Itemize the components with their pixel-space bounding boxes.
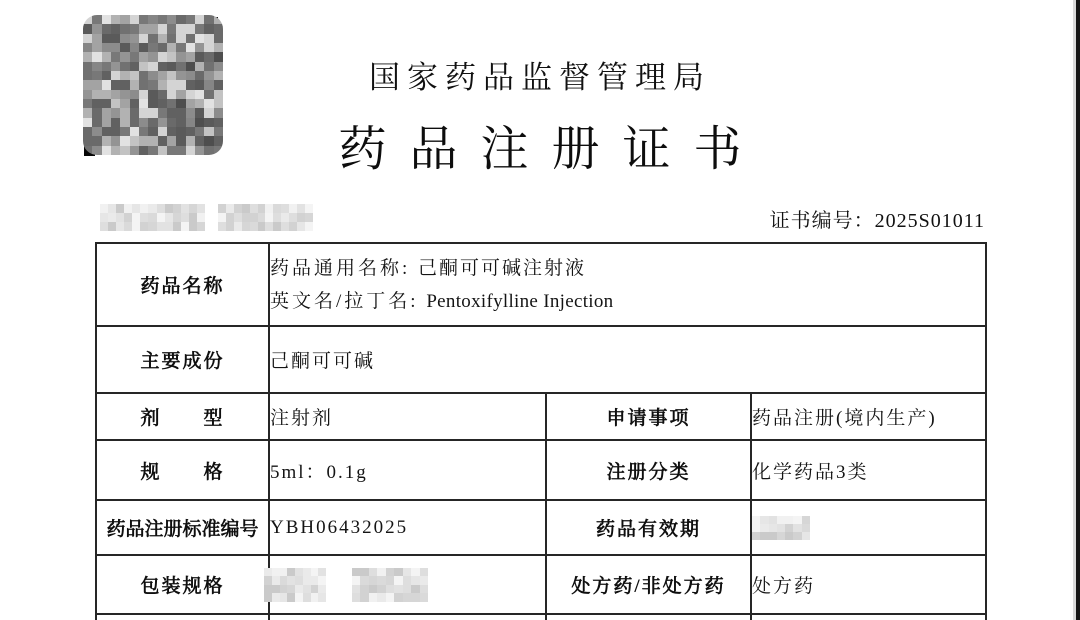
application-item-label: 申请事项 <box>546 393 751 440</box>
specification-label: 规 格 <box>96 440 269 500</box>
package-spec-value-cell <box>269 555 546 614</box>
registration-class-label: 注册分类 <box>546 440 751 500</box>
redacted-text-block <box>218 204 313 231</box>
english-name-label: 英文名/拉丁名: <box>270 290 427 312</box>
table-row-cut-off <box>96 614 986 620</box>
table-row-package-spec <box>96 555 986 614</box>
certificate-title: 药品注册证书 <box>338 123 765 176</box>
specification-value: 5ml：0.1g <box>269 440 546 500</box>
table-row-main-ingredient <box>96 326 986 393</box>
generic-name-line <box>270 252 985 285</box>
english-name-line <box>270 285 985 318</box>
redacted-package-spec <box>352 568 428 602</box>
main-ingredient-value: 己酮可可碱 <box>269 326 986 393</box>
standard-no-value: YBH06432025 <box>269 500 546 555</box>
cut-off-cell <box>269 614 546 620</box>
certificate-number-value: 2025S01011 <box>874 210 985 232</box>
dosage-form-value: 注射剂 <box>269 393 546 440</box>
page-right-edge <box>1076 0 1080 620</box>
agency-name: 国家药品监督管理局 <box>369 60 711 95</box>
certificate-number-label: 证书编号： <box>769 210 875 232</box>
table-row-drug-name <box>96 243 986 326</box>
table-row-specification <box>96 440 986 500</box>
drug-name-value-cell <box>269 243 986 326</box>
redacted-text-block <box>100 204 205 231</box>
english-name-value: Pentoxifylline Injection <box>426 290 614 312</box>
generic-name-label: 药品通用名称: <box>270 257 419 279</box>
drug-name-label: 药品名称 <box>96 243 269 326</box>
application-item-value: 药品注册(境内生产) <box>751 393 986 440</box>
generic-name-value: 己酮可可碱注射液 <box>418 257 587 279</box>
validity-value-cell <box>751 500 986 555</box>
cut-off-cell <box>751 614 986 620</box>
dosage-form-label: 剂 型 <box>96 393 269 440</box>
table-row-standard-no <box>96 500 986 555</box>
redacted-package-spec <box>264 568 326 602</box>
standard-no-label: 药品注册标准编号 <box>96 500 269 555</box>
package-spec-label: 包装规格 <box>96 555 269 614</box>
certificate-table <box>95 242 987 620</box>
redacted-validity-value <box>752 516 810 540</box>
registration-class-value: 化学药品3类 <box>751 440 986 500</box>
cut-off-cell <box>96 614 269 620</box>
rx-value: 处方药 <box>751 555 986 614</box>
table-row-dosage-form <box>96 393 986 440</box>
main-ingredient-label: 主要成份 <box>96 326 269 393</box>
validity-label: 药品有效期 <box>546 500 751 555</box>
certificate-number <box>770 204 985 233</box>
rx-label: 处方药/非处方药 <box>546 555 751 614</box>
redacted-holder-name <box>100 203 313 231</box>
cut-off-cell <box>546 614 751 620</box>
